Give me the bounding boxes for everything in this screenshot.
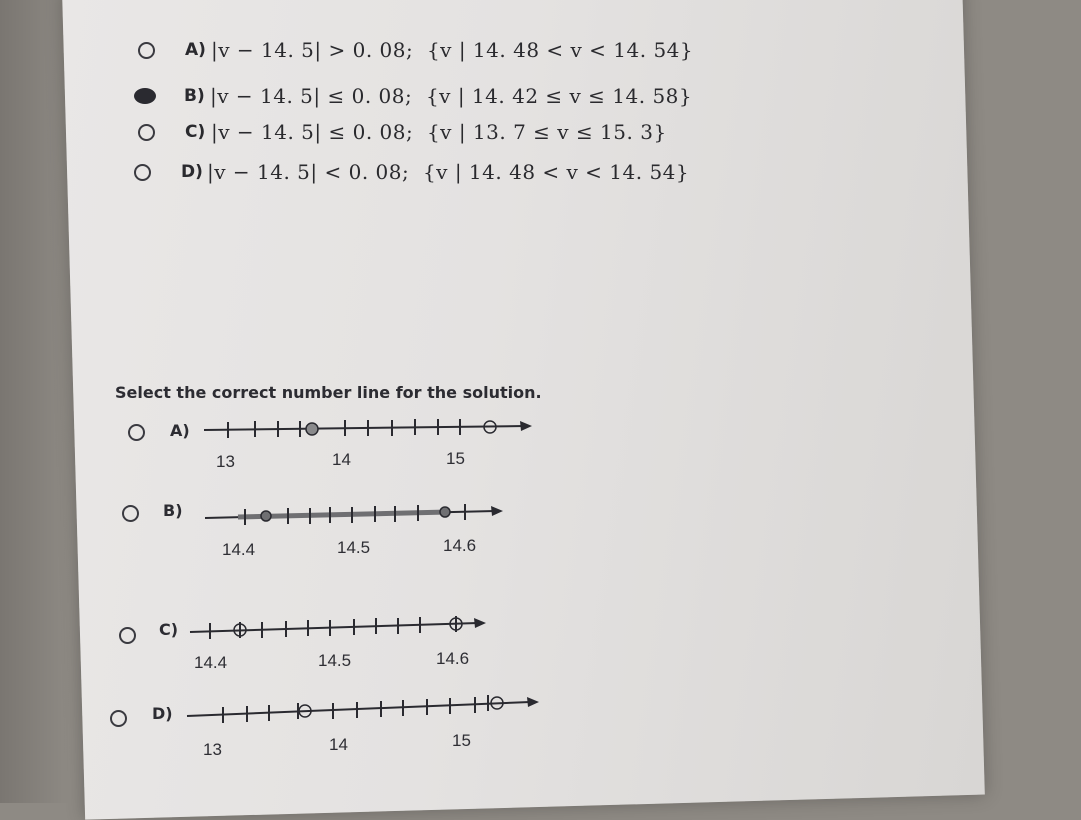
tick-label: 15 <box>452 731 471 750</box>
background-surface <box>0 0 70 803</box>
numberline-letter: C) <box>159 620 179 639</box>
numberline-letter: D) <box>152 704 173 723</box>
radio-button-nl-c[interactable] <box>119 627 136 644</box>
question-prompt: Select the correct number line for the solution. <box>115 383 542 402</box>
number-line-point <box>306 423 318 435</box>
radio-button-d[interactable] <box>134 164 151 181</box>
tick-label: 14.5 <box>318 651 352 670</box>
radio-button-nl-d[interactable] <box>110 710 127 727</box>
radio-button-nl-b[interactable] <box>122 505 139 522</box>
choice-text: |v − 14. 5| < 0. 08; {v | 14. 48 < v < 14. 54} <box>207 160 690 184</box>
tick-label: 13 <box>203 740 222 759</box>
choice-letter: B) <box>184 86 205 106</box>
numberline-letter: A) <box>170 421 190 440</box>
tick-label: 13 <box>216 452 235 471</box>
tick-label: 14.5 <box>337 538 371 557</box>
tick-label: 14.4 <box>194 653 228 672</box>
number-line-point <box>261 511 271 521</box>
numberline-letter: B) <box>163 501 183 520</box>
choice-d[interactable] <box>134 160 689 184</box>
radio-button-a[interactable] <box>138 42 155 59</box>
choice-c[interactable] <box>138 120 667 144</box>
choice-letter: D) <box>181 162 203 182</box>
tick-label: 14.6 <box>443 536 477 555</box>
choice-text: |v − 14. 5| > 0. 08; {v | 14. 48 < v < 14. 54} <box>211 38 694 62</box>
choice-letter: A) <box>185 40 206 60</box>
radio-button-b-selected[interactable] <box>134 88 156 104</box>
tick-label: 14.4 <box>222 540 256 559</box>
number-line-point <box>440 507 450 517</box>
number-line-b <box>200 500 515 530</box>
tick-label: 15 <box>446 449 465 468</box>
tick-label: 14 <box>329 735 348 754</box>
choice-letter: C) <box>185 122 206 142</box>
tick-label: 14 <box>332 450 351 469</box>
choice-b[interactable] <box>134 84 692 108</box>
number-line-a <box>200 416 535 446</box>
tick-label: 14.6 <box>436 649 470 668</box>
number-line-d <box>185 692 545 724</box>
radio-button-c[interactable] <box>138 124 155 141</box>
choice-a[interactable] <box>138 38 693 62</box>
choice-text: |v − 14. 5| ≤ 0. 08; {v | 13. 7 ≤ v ≤ 15. 3} <box>211 120 667 144</box>
choice-text: |v − 14. 5| ≤ 0. 08; {v | 14. 42 ≤ v ≤ 14. 58} <box>210 84 693 108</box>
radio-button-nl-a[interactable] <box>128 424 145 441</box>
number-line-c <box>188 612 493 644</box>
